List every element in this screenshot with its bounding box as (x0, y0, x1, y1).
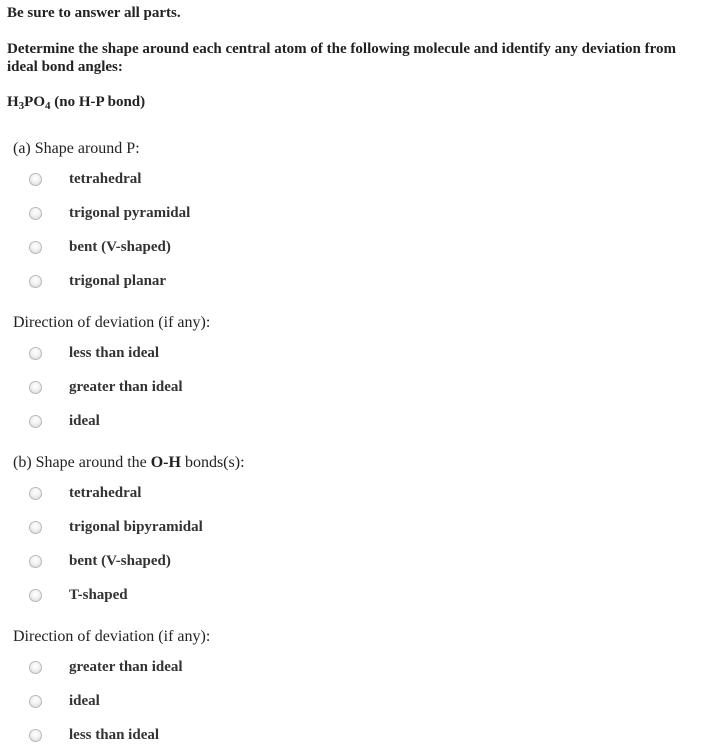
option-label: less than ideal (69, 727, 160, 743)
option-label: ideal (69, 413, 100, 429)
radio-button-icon[interactable] (29, 173, 42, 186)
option-label: bent (V-shaped) (69, 553, 171, 569)
part-a-deviation-option[interactable] (28, 378, 288, 398)
part-a-shape-option[interactable] (28, 204, 288, 224)
part-b-shape-text-end: bonds(s): (180, 454, 245, 471)
option-label: greater than ideal (69, 659, 183, 675)
part-b-deviation-option[interactable] (28, 692, 288, 712)
part-a-prefix: (a) (13, 140, 35, 157)
part-b-deviation-option[interactable] (28, 658, 288, 678)
part-a-shape-option[interactable] (28, 170, 288, 190)
option-label: T-shaped (69, 587, 128, 603)
radio-button-icon[interactable] (29, 589, 42, 602)
instructions-text: Be sure to answer all parts. (7, 5, 181, 21)
part-a-deviation-label: Direction of deviation (if any): (13, 314, 211, 331)
radio-button-icon[interactable] (29, 207, 42, 220)
part-a-deviation-option[interactable] (28, 344, 288, 364)
option-label: tetrahedral (69, 485, 142, 501)
part-a-shape-option[interactable] (28, 238, 288, 258)
part-a-shape-option[interactable] (28, 272, 288, 292)
part-b-shape-option[interactable] (28, 518, 288, 538)
radio-button-icon[interactable] (29, 487, 42, 500)
part-b-shape-text-start: Shape around the (35, 454, 151, 471)
radio-button-icon[interactable] (29, 381, 42, 394)
option-label: greater than ideal (69, 379, 183, 395)
option-label: tetrahedral (69, 171, 142, 187)
part-b-shape-option[interactable] (28, 552, 288, 572)
option-label: trigonal planar (69, 273, 167, 289)
formula-h: H (7, 94, 19, 110)
radio-button-icon[interactable] (29, 555, 42, 568)
part-b-shape-option[interactable] (28, 484, 288, 504)
part-b-prefix: (b) (13, 454, 36, 471)
part-a-deviation-option[interactable] (28, 412, 288, 432)
radio-button-icon[interactable] (29, 241, 42, 254)
option-label: trigonal pyramidal (69, 205, 191, 221)
option-label: trigonal bipyramidal (69, 519, 203, 535)
radio-button-icon[interactable] (29, 661, 42, 674)
option-label: less than ideal (69, 345, 160, 361)
radio-button-icon[interactable] (29, 729, 42, 742)
radio-button-icon[interactable] (29, 275, 42, 288)
question-prompt: Determine the shape around each central atom of the following molecule and identify any deviation from ideal bond angles: (7, 41, 676, 75)
part-a-shape-text: Shape around P: (34, 140, 140, 157)
part-b-shape-bond: O-H (150, 454, 181, 471)
radio-button-icon[interactable] (29, 521, 42, 534)
part-a-shape-label (13, 140, 140, 158)
formula-po: PO (24, 94, 46, 110)
radio-button-icon[interactable] (29, 695, 42, 708)
formula-h-subscript: 3 (18, 100, 25, 112)
molecule-formula (7, 94, 145, 111)
part-b-shape-label (13, 454, 245, 472)
part-b-deviation-option[interactable] (28, 726, 288, 746)
formula-po-subscript: 4 (45, 100, 51, 112)
part-b-deviation-label: Direction of deviation (if any): (13, 628, 211, 645)
option-label: ideal (69, 693, 100, 709)
radio-button-icon[interactable] (29, 415, 42, 428)
part-b-shape-option[interactable] (28, 586, 288, 606)
formula-note: (no H-P bond) (50, 94, 146, 110)
radio-button-icon[interactable] (29, 347, 42, 360)
option-label: bent (V-shaped) (69, 239, 171, 255)
